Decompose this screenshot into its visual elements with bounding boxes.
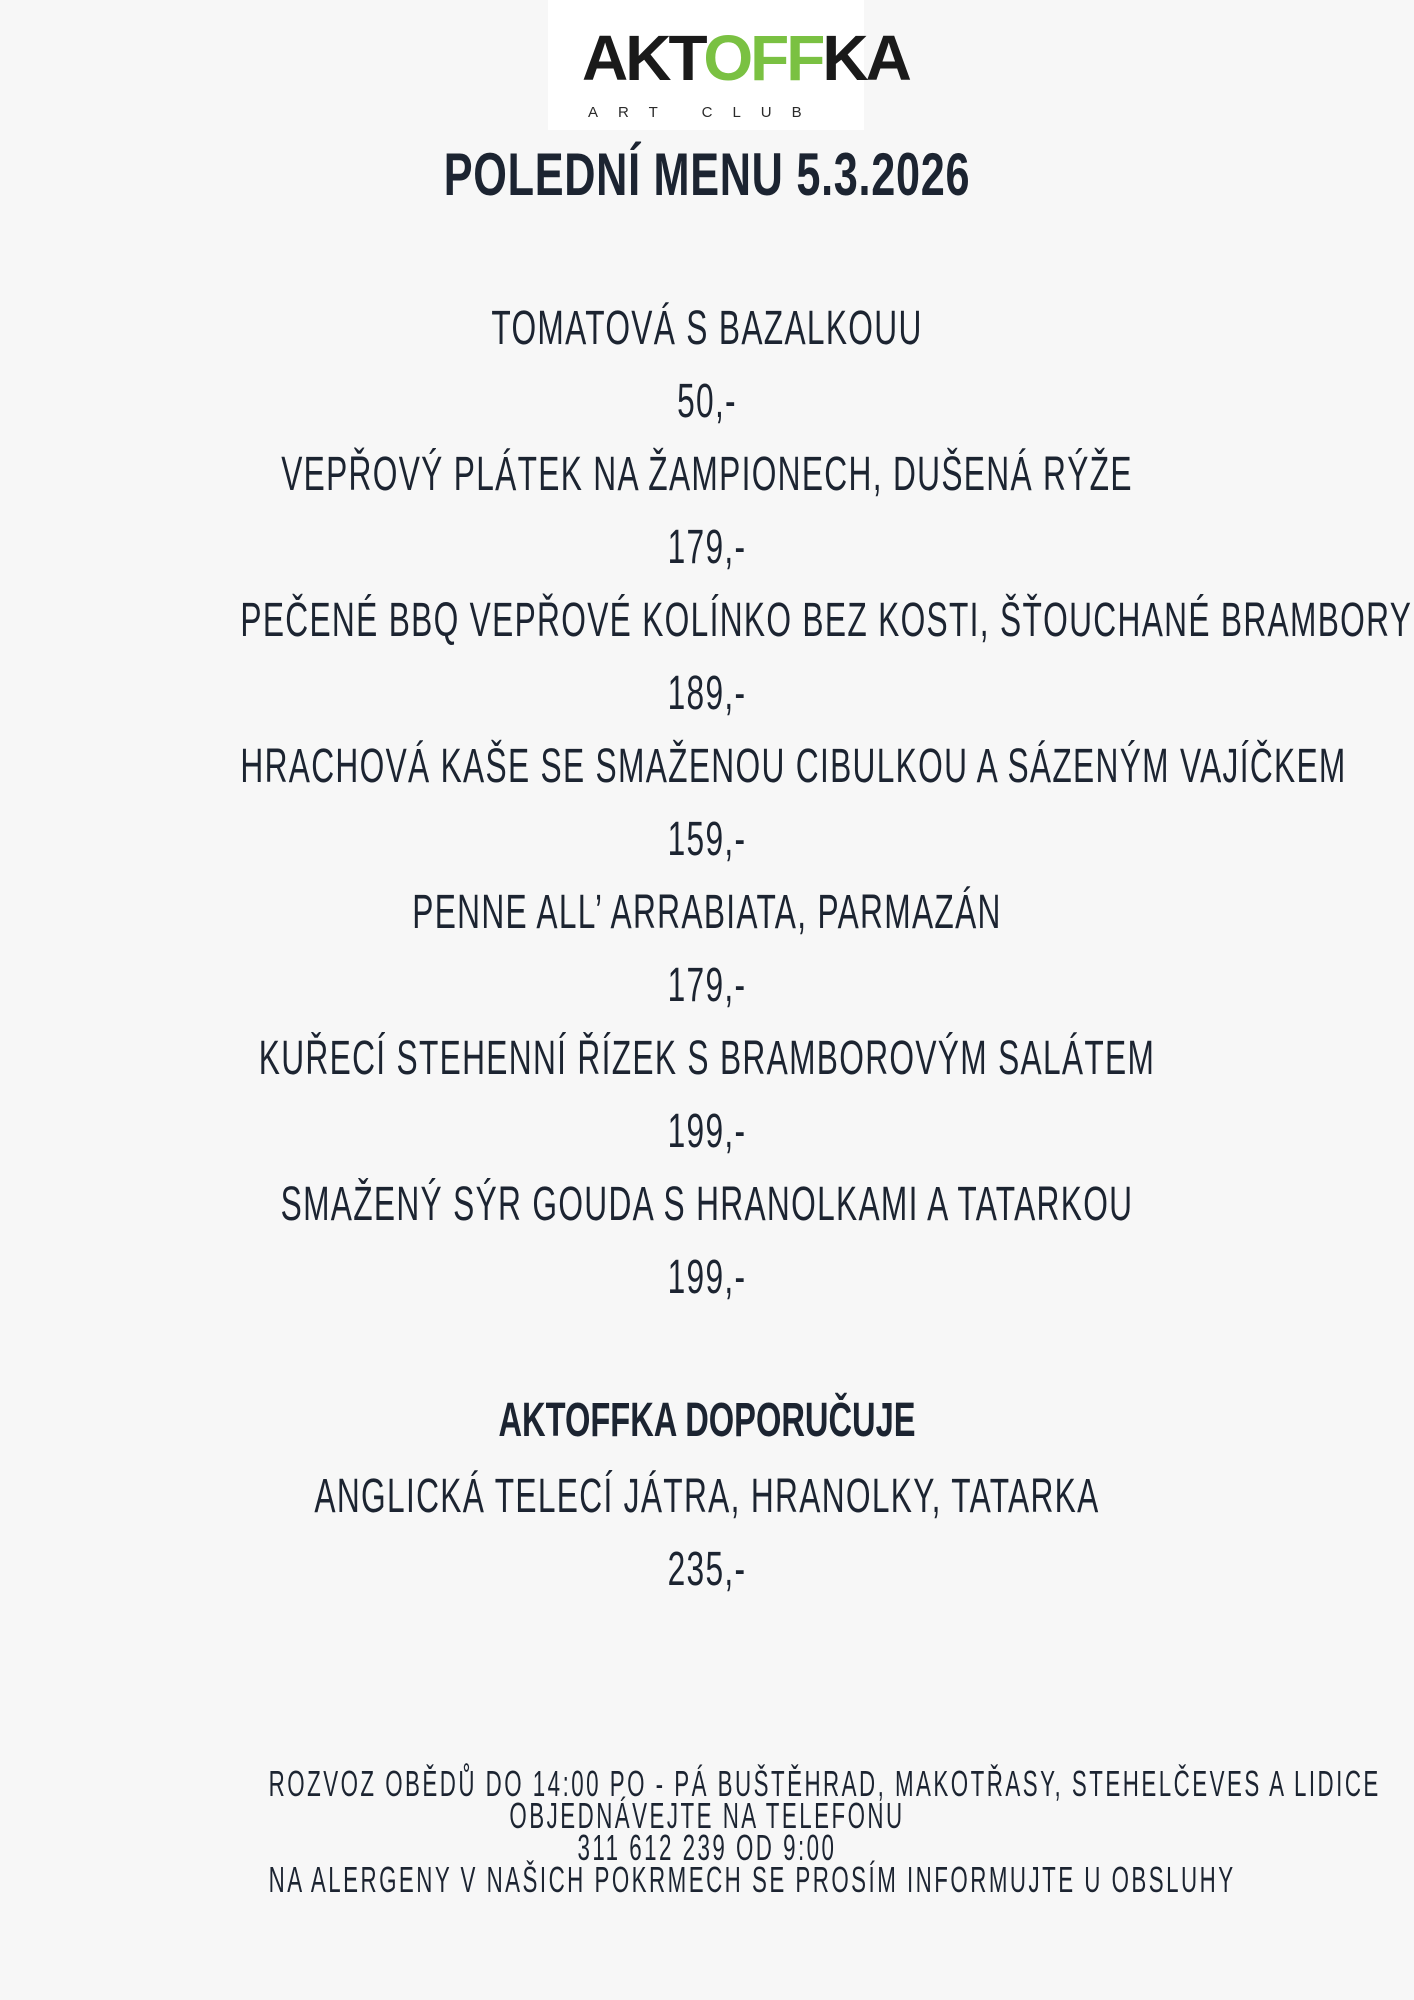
menu-item-price: 179,- xyxy=(667,959,747,1012)
footer xyxy=(0,1763,1414,1900)
logo-text-akt: AKT xyxy=(582,22,704,94)
menu-item-price: 199,- xyxy=(667,1105,747,1158)
menu-item-name: SMAŽENÝ SÝR GOUDA S HRANOLKAMI A TATARKOU xyxy=(280,1178,1134,1231)
recommendation xyxy=(0,1460,1414,1606)
recommendation-price: 235,- xyxy=(667,1543,747,1596)
menu-item-name: VEPŘOVÝ PLÁTEK NA ŽAMPIONECH, DUŠENÁ RÝŽE xyxy=(281,448,1133,501)
footer-order: OBJEDNÁVEJTE NA TELEFONU xyxy=(509,1795,905,1836)
menu-item-name: PEČENÉ BBQ VEPŘOVÉ KOLÍNKO BEZ KOSTI, ŠŤOUCHANÉ BRAMBORY xyxy=(240,594,1413,647)
footer-phone: 311 612 239 OD 9:00 xyxy=(577,1827,837,1868)
page-title: POLEDNÍ MENU 5.3.2026 xyxy=(443,141,971,208)
logo-text-off: OFF xyxy=(703,22,823,94)
menu-item-price: 50,- xyxy=(677,375,737,428)
recommendation-heading: AKTOFFKA DOPORUČUJE xyxy=(498,1394,916,1447)
menu-item-name: HRACHOVÁ KAŠE SE SMAŽENOU CIBULKOU A SÁZENÝM VAJÍČKEM xyxy=(240,740,1347,793)
menu-item-price: 159,- xyxy=(667,813,747,866)
logo-wordmark xyxy=(582,22,909,94)
logo xyxy=(548,0,909,130)
footer-allergens: NA ALERGENY V NAŠICH POKRMECH SE PROSÍM INFORMUJTE U OBSLUHY xyxy=(268,1859,1236,1900)
menu-item-price: 189,- xyxy=(667,667,747,720)
logo-text-ka: KA xyxy=(822,22,909,94)
footer-delivery: ROZVOZ OBĚDŮ DO 14:00 PO - PÁ BUŠTĚHRAD, MAKOTŘASY, STEHELČEVES A LIDICE xyxy=(268,1763,1381,1804)
recommendation-name: ANGLICKÁ TELECÍ JÁTRA, HRANOLKY, TATARKA xyxy=(314,1470,1100,1523)
logo-subtitle: ART CLUB xyxy=(588,104,822,121)
menu-item-price: 199,- xyxy=(667,1251,747,1304)
menu-item-name: KUŘECÍ STEHENNÍ ŘÍZEK S BRAMBOROVÝM SALÁTEM xyxy=(258,1032,1156,1085)
menu-item-price: 179,- xyxy=(667,521,747,574)
menu-item-name: PENNE ALL’ ARRABIATA, PARMAZÁN xyxy=(412,886,1002,939)
menu-list xyxy=(0,292,1414,1314)
menu-item-name: TOMATOVÁ S BAZALKOUU xyxy=(491,302,923,355)
